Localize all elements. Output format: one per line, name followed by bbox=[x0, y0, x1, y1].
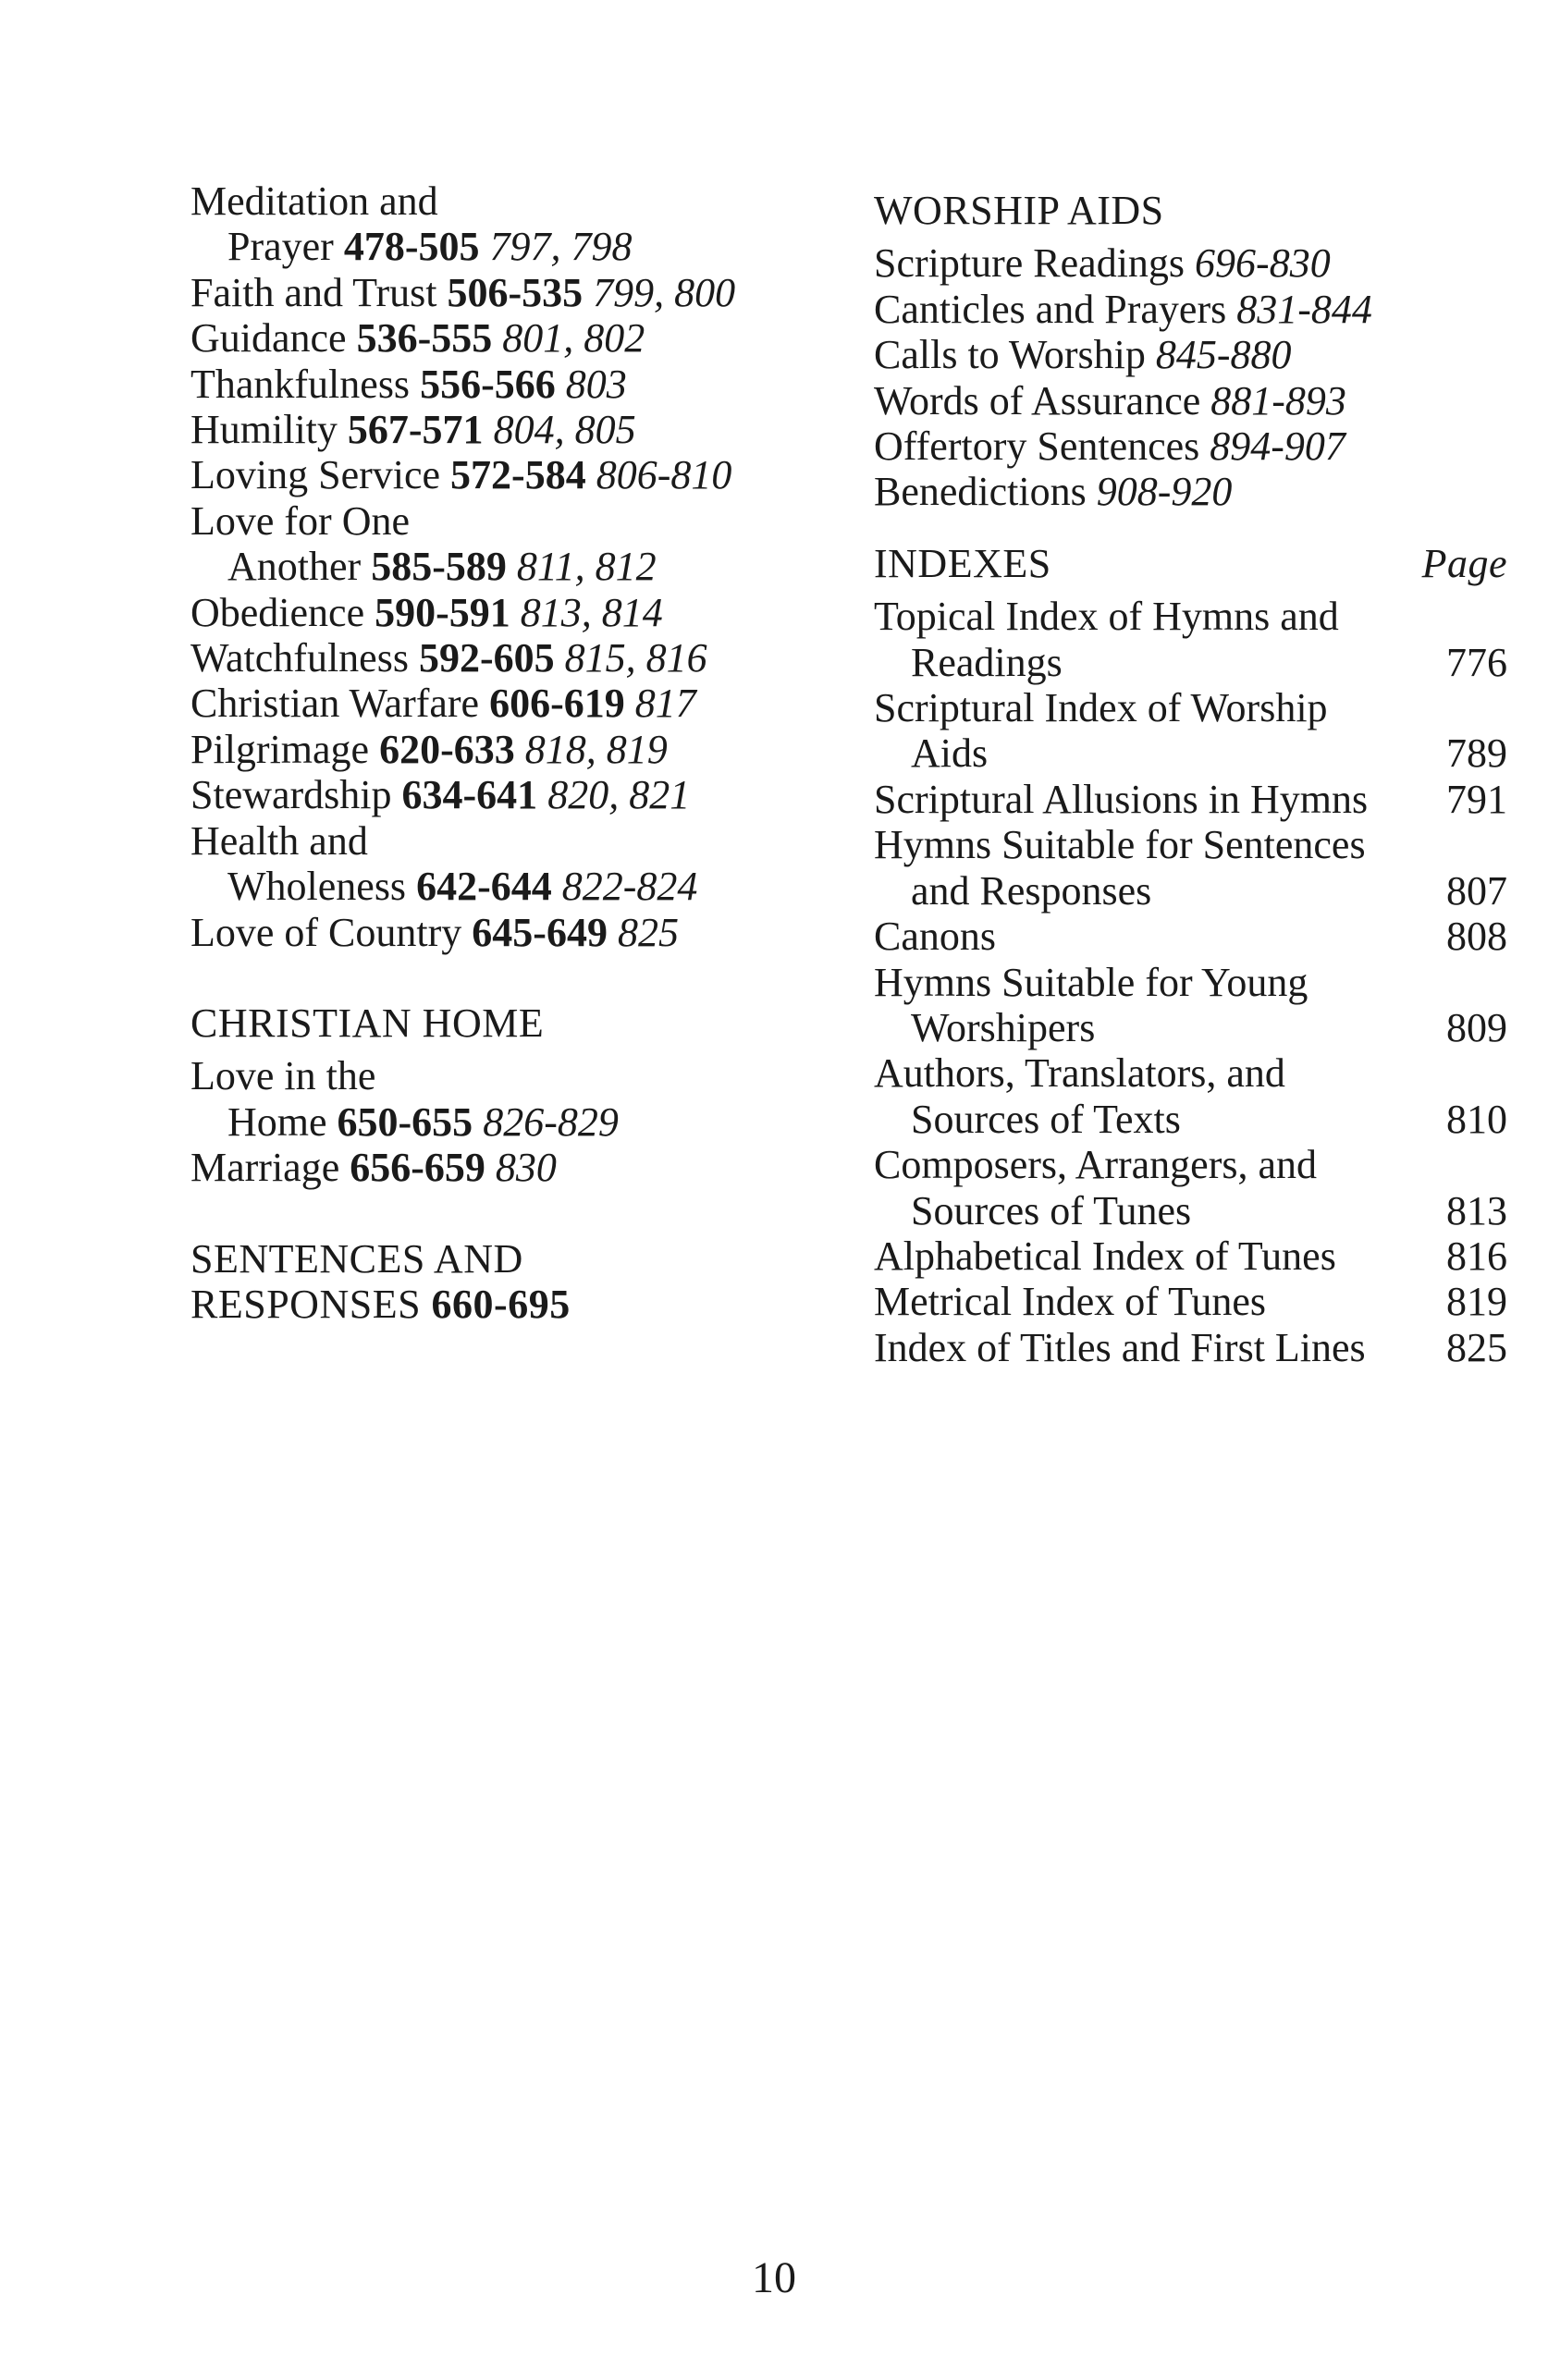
page-number-ref: 789 bbox=[1446, 730, 1507, 777]
page-refs: 881-893 bbox=[1210, 377, 1346, 423]
entry-title-line2: Aids bbox=[911, 730, 989, 777]
entry-title: Guidance bbox=[190, 315, 347, 362]
entry-title: Stewardship bbox=[190, 772, 392, 818]
hymn-numbers: 572-584 bbox=[450, 452, 586, 498]
index-entry-metrical-tunes bbox=[874, 1279, 1507, 1324]
entry-title: Thankfulness bbox=[190, 361, 411, 407]
entry-scripture-readings bbox=[874, 240, 1507, 286]
entry-guidance bbox=[190, 315, 819, 361]
entry-title-line1: Topical Index of Hymns and bbox=[874, 594, 1339, 640]
hymn-numbers: 606-619 bbox=[489, 681, 625, 727]
section-heading-indexes bbox=[874, 541, 1507, 586]
page-refs: 894-907 bbox=[1210, 423, 1345, 470]
entry-title: Metrical Index of Tunes bbox=[874, 1279, 1267, 1325]
entry-canticles-and-prayers bbox=[874, 287, 1507, 332]
page-refs: 817 bbox=[634, 681, 696, 727]
page-number-ref: 807 bbox=[1446, 867, 1507, 914]
entry-marriage bbox=[190, 1145, 819, 1190]
page-refs: 845-880 bbox=[1155, 332, 1292, 378]
page-refs: 806-810 bbox=[596, 452, 732, 498]
page-refs: 797, 798 bbox=[489, 224, 633, 270]
entry-title: Loving Service bbox=[190, 452, 441, 498]
entry-watchfulness bbox=[190, 635, 819, 681]
entry-love-of-country bbox=[190, 910, 819, 955]
entry-title: Christian Warfare bbox=[190, 681, 480, 727]
entry-stewardship bbox=[190, 772, 819, 817]
entry-humility bbox=[190, 407, 819, 452]
entry-love-for-one-another bbox=[190, 498, 819, 590]
entry-title-line2: Wholeness bbox=[227, 864, 407, 910]
entry-title-line1: Authors, Translators, and bbox=[874, 1050, 1285, 1097]
index-entry-titles-first-lines bbox=[874, 1325, 1507, 1370]
page-number-ref: 825 bbox=[1446, 1324, 1507, 1370]
hymn-numbers: 660-695 bbox=[431, 1281, 571, 1327]
page-refs: 831-844 bbox=[1236, 286, 1372, 332]
page-refs: 822-824 bbox=[561, 864, 698, 910]
index-entry-young-worshipers bbox=[874, 960, 1507, 1051]
hymn-numbers: 556-566 bbox=[420, 361, 556, 407]
hymn-numbers: 656-659 bbox=[350, 1145, 485, 1191]
entry-title: Watchfulness bbox=[190, 635, 409, 681]
entry-title: Calls to Worship bbox=[874, 332, 1146, 378]
page-refs: 825 bbox=[617, 909, 679, 955]
entry-calls-to-worship bbox=[874, 332, 1507, 377]
entry-title: Faith and Trust bbox=[190, 269, 437, 315]
entry-title: Canticles and Prayers bbox=[874, 286, 1227, 332]
entry-christian-warfare bbox=[190, 681, 819, 726]
entry-benedictions bbox=[874, 469, 1507, 514]
entry-title: Obedience bbox=[190, 589, 365, 635]
page-refs: 820, 821 bbox=[547, 772, 691, 818]
page-number-ref: 776 bbox=[1446, 639, 1507, 685]
section-heading-worship-aids: WORSHIP AIDS bbox=[874, 188, 1164, 233]
page-refs: 818, 819 bbox=[524, 726, 668, 772]
page-number-ref: 813 bbox=[1446, 1187, 1507, 1233]
entry-title: Alphabetical Index of Tunes bbox=[874, 1233, 1336, 1279]
index-entry-topical bbox=[874, 594, 1507, 685]
hymn-numbers: 585-589 bbox=[371, 544, 507, 590]
hymn-numbers: 506-535 bbox=[447, 269, 584, 315]
page-refs: 815, 816 bbox=[564, 635, 707, 681]
entry-title-line1: Love in the bbox=[190, 1053, 376, 1099]
entry-title: Offertory Sentences bbox=[874, 423, 1200, 470]
page-refs: 813, 814 bbox=[520, 589, 663, 635]
hymn-numbers: 642-644 bbox=[416, 864, 552, 910]
page-refs: 811, 812 bbox=[516, 544, 657, 590]
entry-title-line1: Meditation and bbox=[190, 178, 438, 224]
page-number-ref: 791 bbox=[1446, 776, 1507, 822]
entry-title: Love of Country bbox=[190, 909, 462, 955]
entry-title-line1: Hymns Suitable for Sentences bbox=[874, 822, 1366, 868]
left-column bbox=[190, 178, 819, 1327]
entry-title: Scripture Readings bbox=[874, 240, 1186, 287]
entry-title: Humility bbox=[190, 407, 338, 453]
index-entry-authors bbox=[874, 1050, 1507, 1142]
entry-title-line1: Hymns Suitable for Young bbox=[874, 959, 1308, 1005]
index-entry-alphabetical-tunes bbox=[874, 1233, 1507, 1279]
entry-title-line2: Prayer bbox=[227, 224, 334, 270]
page-refs: 803 bbox=[565, 361, 627, 407]
index-entry-composers bbox=[874, 1142, 1507, 1233]
entry-faith-and-trust bbox=[190, 270, 819, 315]
entry-title-line2: Home bbox=[227, 1098, 327, 1145]
hymn-numbers: 536-555 bbox=[356, 315, 493, 362]
page-number-ref: 819 bbox=[1446, 1279, 1507, 1325]
index-entry-hymns-sentences bbox=[874, 822, 1507, 914]
index-entry-canons bbox=[874, 914, 1507, 959]
section-heading-sentences: SENTENCES AND bbox=[190, 1235, 523, 1282]
entry-title-line2: Readings bbox=[911, 639, 1063, 685]
entry-title: Pilgrimage bbox=[190, 726, 370, 772]
hymn-numbers: 592-605 bbox=[418, 635, 555, 681]
page-refs: 799, 800 bbox=[593, 269, 736, 315]
page-number-ref: 810 bbox=[1446, 1096, 1507, 1142]
entry-offertory-sentences bbox=[874, 423, 1507, 469]
page-refs: 830 bbox=[495, 1145, 557, 1191]
entry-meditation-and-prayer bbox=[190, 178, 819, 270]
entry-title-line1: Scriptural Index of Worship bbox=[874, 685, 1328, 731]
entry-title-line2: Another bbox=[227, 544, 362, 590]
page-number-ref: 808 bbox=[1446, 914, 1507, 960]
page-number-ref: 809 bbox=[1446, 1004, 1507, 1050]
entry-title: Marriage bbox=[190, 1145, 340, 1191]
page-number: 10 bbox=[752, 2253, 796, 2302]
entry-title-line2: Sources of Tunes bbox=[911, 1187, 1192, 1233]
entry-title-line2: Sources of Texts bbox=[911, 1096, 1181, 1142]
hymn-numbers: 645-649 bbox=[472, 909, 608, 955]
entry-title-line1: Health and bbox=[190, 817, 368, 864]
hymn-numbers: 590-591 bbox=[375, 589, 510, 635]
entry-title: Words of Assurance bbox=[874, 377, 1201, 423]
section-heading-christian-home: CHRISTIAN HOME bbox=[190, 1000, 545, 1046]
page-refs: 804, 805 bbox=[493, 407, 636, 453]
entry-title: Canons bbox=[874, 914, 996, 960]
entry-loving-service bbox=[190, 452, 819, 497]
hymn-numbers: 650-655 bbox=[337, 1098, 473, 1145]
entry-health-and-wholeness bbox=[190, 818, 819, 910]
entry-obedience bbox=[190, 590, 819, 635]
page-refs: 908-920 bbox=[1096, 469, 1233, 515]
right-column bbox=[874, 188, 1507, 1370]
page-refs: 826-829 bbox=[483, 1098, 619, 1145]
hymn-numbers: 567-571 bbox=[347, 407, 484, 453]
page-number-ref: 816 bbox=[1446, 1233, 1507, 1279]
index-entry-scriptural-allusions bbox=[874, 777, 1507, 822]
entry-title-line2: and Responses bbox=[911, 867, 1152, 914]
hymn-numbers: 634-641 bbox=[401, 772, 538, 818]
entry-words-of-assurance bbox=[874, 378, 1507, 423]
page-column-label: Page bbox=[1421, 540, 1507, 586]
entry-love-in-the-home bbox=[190, 1053, 819, 1145]
page-refs: 696-830 bbox=[1195, 240, 1331, 287]
heading-text: INDEXES bbox=[874, 540, 1051, 586]
hymn-numbers: 478-505 bbox=[343, 224, 480, 270]
entry-title-line2: Worshipers bbox=[911, 1004, 1096, 1050]
entry-title-line1: Composers, Arrangers, and bbox=[874, 1142, 1318, 1188]
entry-thankfulness bbox=[190, 362, 819, 407]
entry-title: Scriptural Allusions in Hymns bbox=[874, 776, 1369, 822]
entry-title: Benedictions bbox=[874, 469, 1087, 515]
page-refs: 801, 802 bbox=[502, 315, 645, 362]
entry-title: Index of Titles and First Lines bbox=[874, 1324, 1366, 1370]
index-entry-scriptural-worship-aids bbox=[874, 685, 1507, 777]
entry-title-line1: Love for One bbox=[190, 497, 411, 544]
heading-text: RESPONSES bbox=[190, 1281, 422, 1327]
entry-pilgrimage bbox=[190, 727, 819, 772]
hymn-numbers: 620-633 bbox=[379, 726, 515, 772]
section-heading-responses bbox=[190, 1282, 819, 1327]
